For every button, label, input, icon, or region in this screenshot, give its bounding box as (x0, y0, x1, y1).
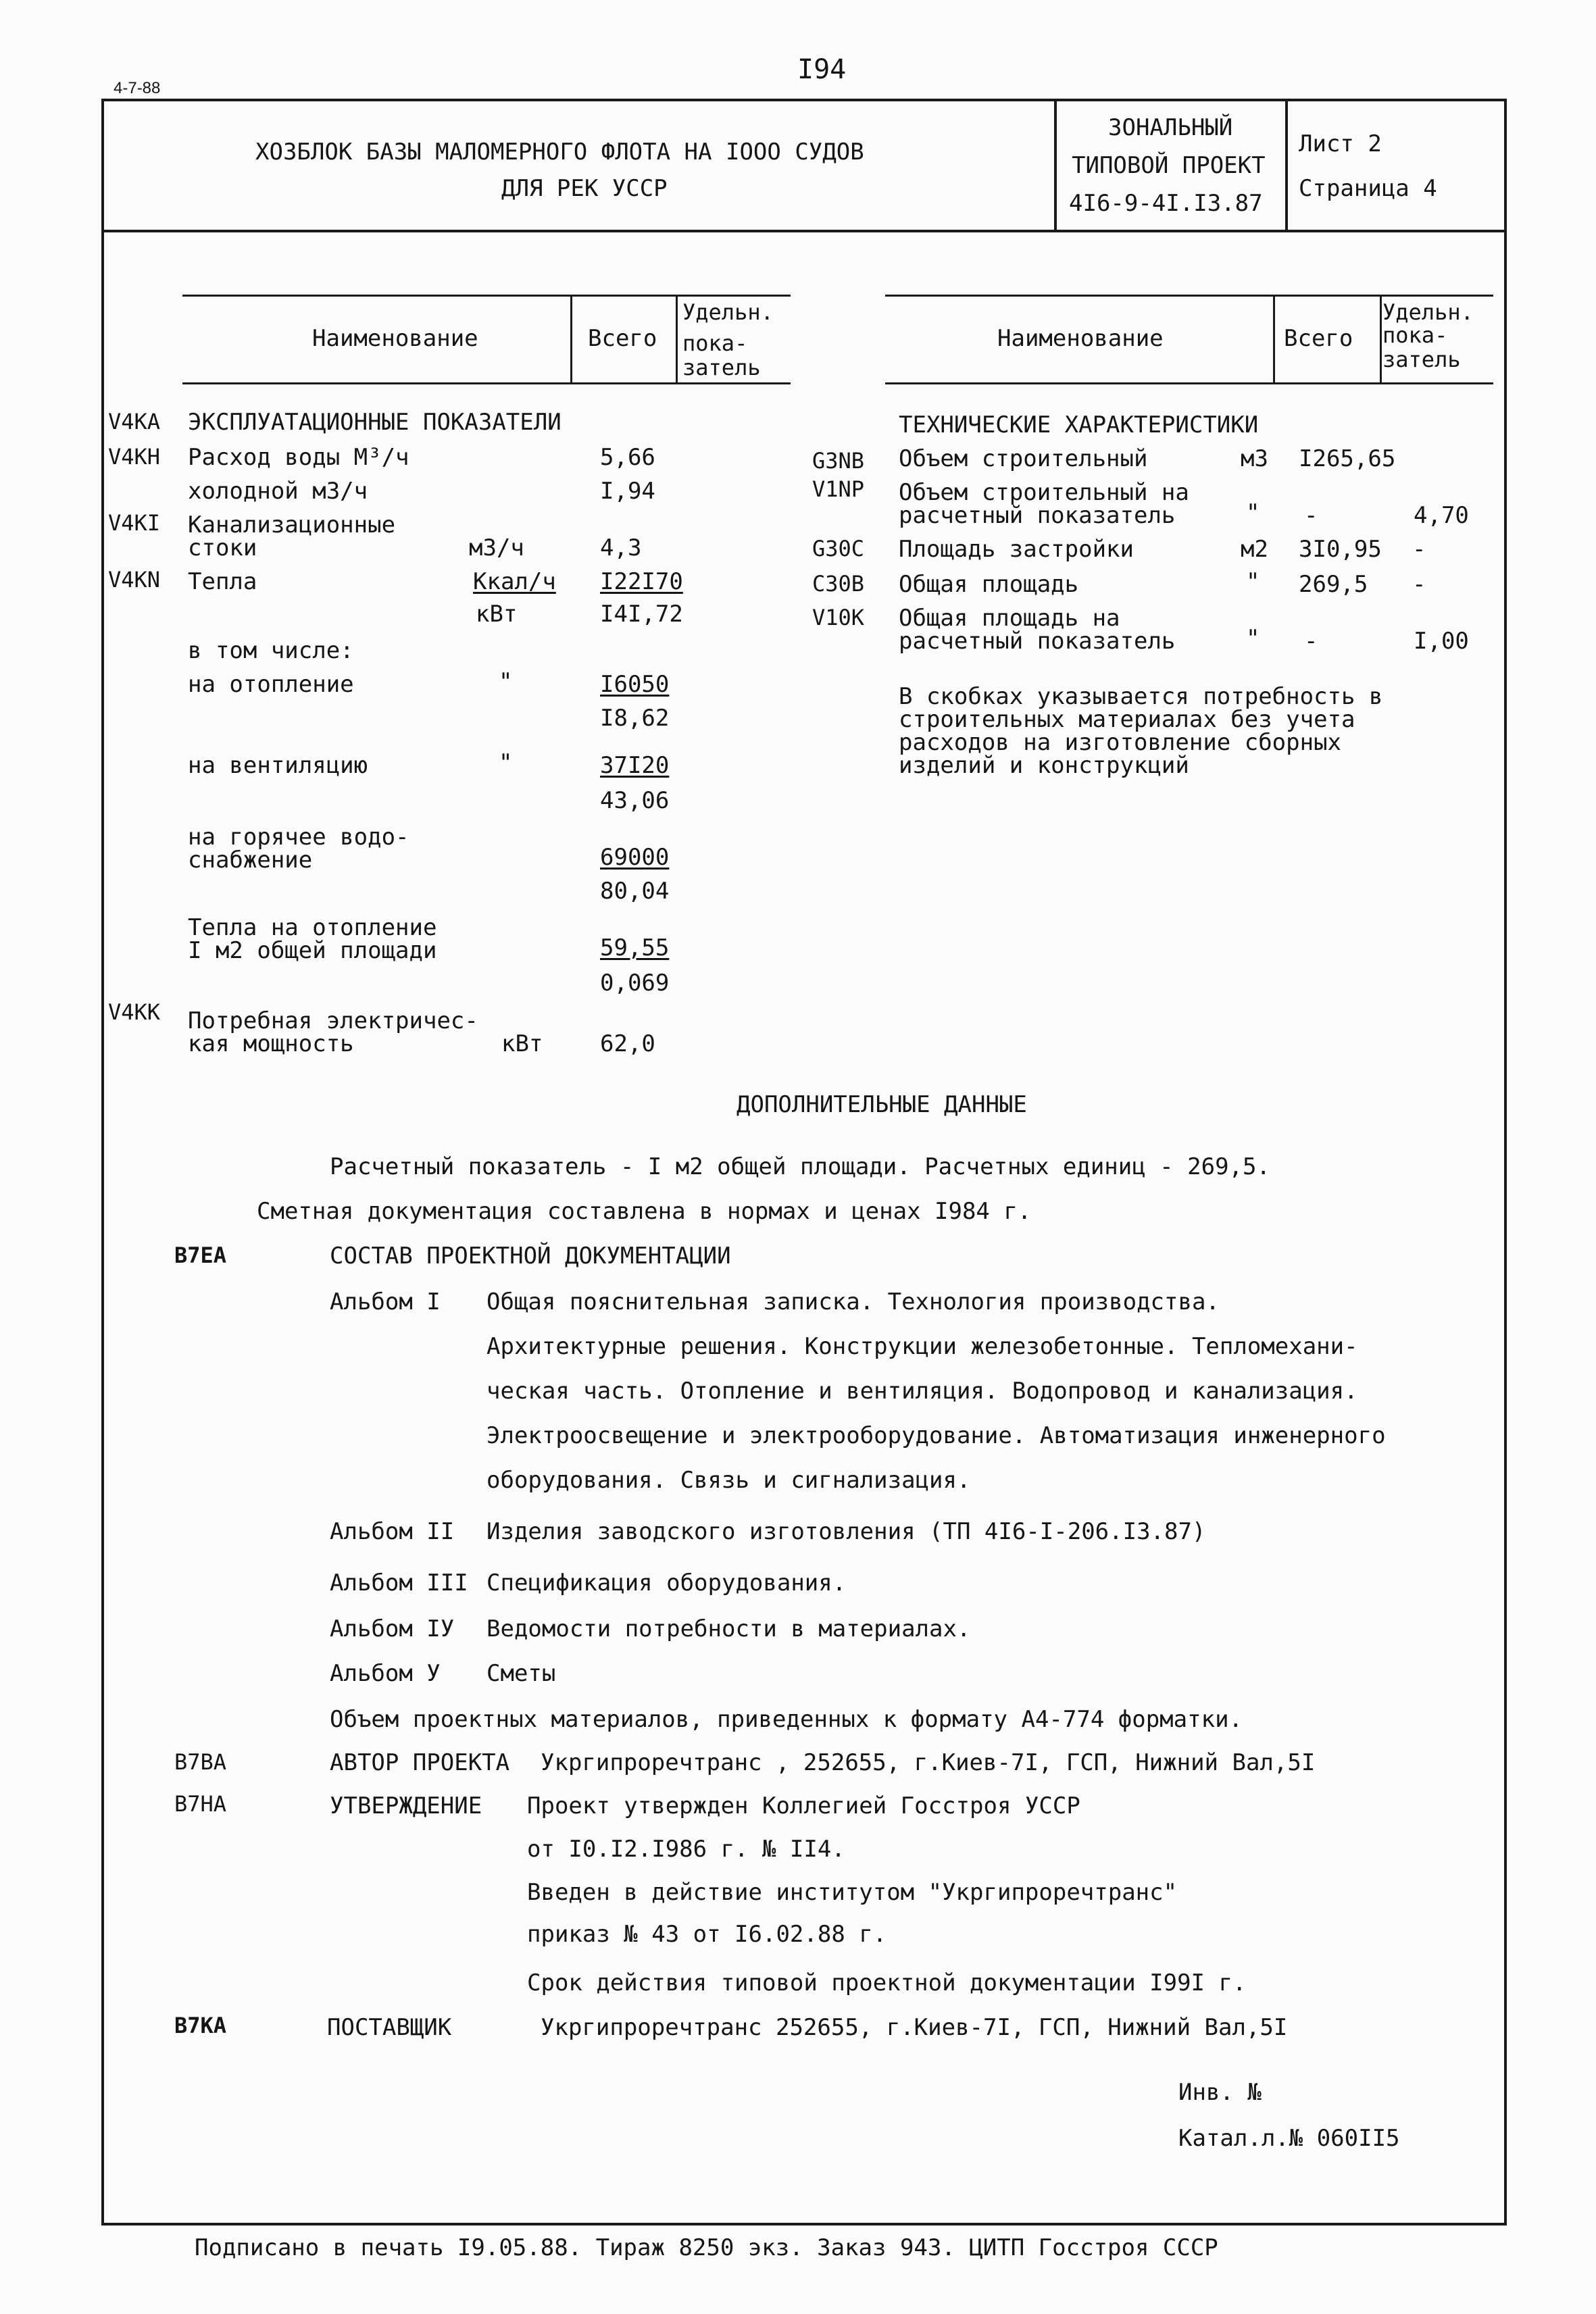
project-type-2: ТИПОВОЙ ПРОЕКТ (1072, 152, 1266, 179)
left-col-total: Всего (588, 325, 657, 352)
row-name: Объем строительный на (899, 479, 1189, 506)
row-name: холодной м3/ч (188, 478, 368, 505)
album-line: Изделия заводского изготовления (ТП 4I6-I-206.I3.87) (487, 1518, 1206, 1545)
row-unit: " (1246, 568, 1260, 595)
row-name: на отопление (188, 671, 354, 698)
right-col-name: Наименование (997, 325, 1164, 352)
row-value: - (1304, 502, 1318, 529)
note-line: изделий и конструкций (899, 752, 1189, 779)
row-value-2: 80,04 (600, 878, 670, 905)
album-line: оборудования. Связь и сигнализация. (487, 1467, 971, 1494)
note-line: строительных материалах без учета (899, 706, 1355, 733)
row-code: V4KH (108, 444, 161, 470)
row-name: снабжение (188, 847, 313, 874)
right-col-spec-3: затель (1382, 347, 1461, 372)
row-value-2: I4I,72 (600, 601, 683, 628)
row-unit: кВт (501, 1030, 543, 1057)
row-value: 3I0,95 (1299, 536, 1382, 563)
author-text: Укргипроречтранс , 252655, г.Киев-7I, ГСП, Нижний Вал,5I (541, 1749, 1316, 1776)
album-line: Сметы (487, 1660, 556, 1687)
composition-title: СОСТАВ ПРОЕКТНОЙ ДОКУМЕНТАЦИИ (330, 1242, 731, 1269)
row-unit: " (1246, 499, 1260, 526)
imprint-footer: Подписано в печать I9.05.88. Тираж 8250 экз. Заказ 943. ЦИТП Госстроя СССР (195, 2234, 1218, 2261)
row-name: кая мощность (188, 1030, 354, 1057)
row-name: Объем строительный (899, 445, 1148, 472)
row-code: V4KA (108, 409, 161, 434)
row-name: Потребная электричес- (188, 1007, 478, 1034)
row-unit: м3/ч (469, 534, 524, 561)
album-label: Альбом III (330, 1569, 468, 1596)
row-value-2: 43,06 (600, 787, 670, 814)
row-name: Площадь застройки (899, 536, 1134, 563)
row-value: 59,55 (600, 934, 670, 961)
note-line: В скобках указывается потребность в (899, 683, 1383, 710)
row-spec: - (1412, 536, 1426, 563)
row-value: 4,3 (600, 534, 642, 561)
supplier-label: ПОСТАВЩИК (327, 2014, 452, 2041)
row-name: в том числе: (188, 637, 354, 664)
row-unit: м2 (1241, 536, 1268, 563)
row-value: I,94 (600, 478, 655, 505)
document-subtitle: ДЛЯ РЕК УССР (501, 175, 668, 202)
approval-code: B7HA (174, 1791, 227, 1817)
row-value: 5,66 (600, 444, 655, 471)
supplier-code: B7KA (174, 2013, 227, 2038)
album-line: Ведомости потребности в материалах. (487, 1615, 971, 1642)
approval-line: от I0.I2.I986 г. № II4. (527, 1836, 845, 1863)
approval-line: приказ № 43 от I6.02.88 г. (527, 1921, 887, 1948)
catalog-number: Катал.л.№ 060II5 (1178, 2125, 1400, 2152)
author-code: B7BA (174, 1749, 227, 1775)
left-col-spec-1: Удельн. (682, 299, 774, 325)
row-unit-2: кВт (476, 601, 518, 628)
album-line: ческая часть. Отопление и вентиляция. Водопровод и канализация. (487, 1378, 1358, 1405)
row-code: G3NB (812, 448, 865, 474)
row-spec: I,00 (1414, 628, 1469, 655)
row-value: 69000 (600, 844, 670, 871)
left-col-spec-2: пока- (682, 330, 748, 356)
row-name: Канализационные (188, 511, 396, 538)
sheet-number: Лист 2 (1299, 130, 1382, 157)
row-value: 269,5 (1299, 571, 1368, 598)
row-spec: - (1412, 571, 1426, 598)
date-mark: 4-7-88 (114, 79, 161, 97)
row-code: V4KN (108, 567, 161, 593)
composition-code: B7EA (174, 1242, 227, 1268)
row-code: V1NP (812, 476, 865, 502)
row-name: стоки (188, 534, 257, 561)
section-heading: ТЕХНИЧЕСКИЕ ХАРАКТЕРИСТИКИ (899, 411, 1259, 438)
left-col-name: Наименование (312, 325, 478, 352)
estimate-line: Сметная документация составлена в нормах и ценах I984 г. (257, 1198, 1032, 1225)
author-label: АВТОР ПРОЕКТА (330, 1749, 510, 1776)
row-code: C30B (812, 571, 865, 597)
row-value: I265,65 (1299, 445, 1396, 472)
album-label: Альбом II (330, 1518, 455, 1545)
row-code: V4KK (108, 999, 161, 1025)
inventory-label: Инв. № (1178, 2079, 1262, 2106)
row-unit: " (499, 749, 513, 776)
left-col-spec-3: затель (682, 355, 761, 380)
row-value: 37I20 (600, 752, 670, 779)
album-line: Общая пояснительная записка. Технология производства. (487, 1288, 1220, 1315)
right-col-total: Всего (1284, 325, 1353, 352)
supplier-text: Укргипроречтранс 252655, г.Киев-7I, ГСП, Нижний Вал,5I (541, 2014, 1288, 2041)
design-indicator-line: Расчетный показатель - I м2 общей площади. Расчетных единиц - 269,5. (330, 1153, 1270, 1180)
row-name: расчетный показатель (899, 502, 1176, 529)
row-code: V4KI (108, 510, 161, 536)
row-value: I6050 (600, 671, 670, 698)
right-col-spec-2: пока- (1382, 322, 1448, 348)
row-unit: " (1246, 625, 1260, 652)
additional-title: ДОПОЛНИТЕЛЬНЫЕ ДАННЫЕ (737, 1091, 1027, 1118)
right-col-spec-1: Удельн. (1382, 299, 1474, 325)
project-number: 4I6-9-4I.I3.87 (1069, 190, 1263, 217)
note-line: расходов на изготовление сборных (899, 729, 1342, 756)
project-type-1: ЗОНАЛЬНЫЙ (1108, 114, 1233, 141)
row-name: Тепла на отопление (188, 914, 437, 941)
album-label: Альбом I (330, 1288, 441, 1315)
row-name: на вентиляцию (188, 752, 368, 779)
row-unit: " (499, 668, 513, 695)
album-line: Архитектурные решения. Конструкции железобетонные. Тепломехани- (487, 1333, 1358, 1360)
row-name: Общая площадь на (899, 605, 1120, 632)
row-name: Расход воды М³/ч (188, 444, 409, 471)
album-label: Альбом У (330, 1660, 441, 1687)
row-unit: м3 (1241, 445, 1268, 472)
approval-line: Проект утвержден Коллегией Госстроя УССР (527, 1792, 1080, 1819)
row-value: 62,0 (600, 1030, 655, 1057)
document-title: ХОЗБЛОК БАЗЫ МАЛОМЕРНОГО ФЛОТА НА IOOO СУДОВ (255, 139, 864, 166)
row-name: расчетный показатель (899, 628, 1176, 655)
album-label: Альбом IУ (330, 1615, 455, 1642)
volume-line: Объем проектных материалов, приведенных к формату А4-774 форматки. (330, 1706, 1243, 1733)
approval-line: Срок действия типовой проектной документации I99I г. (527, 1969, 1247, 1996)
row-code: G30C (812, 536, 865, 561)
row-spec: 4,70 (1414, 502, 1469, 529)
approval-line: Введен в действие институтом "Укргипроречтранс" (527, 1879, 1178, 1906)
row-value-2: I8,62 (600, 705, 670, 732)
page-label: Страница 4 (1299, 175, 1437, 202)
album-line: Электроосвещение и электрооборудование. Автоматизация инженерного (487, 1422, 1386, 1449)
album-line: Спецификация оборудования. (487, 1569, 847, 1596)
approval-label: УТВЕРЖДЕНИЕ (330, 1792, 482, 1819)
row-value: I22I70 (600, 568, 683, 595)
row-name: на горячее водо- (188, 824, 409, 851)
section-heading: ЭКСПЛУАТАЦИОННЫЕ ПОКАЗАТЕЛИ (188, 409, 562, 436)
page-number: I94 (797, 54, 847, 85)
row-name: Общая площадь (899, 571, 1079, 598)
row-unit: Ккал/ч (473, 568, 556, 595)
row-value-2: 0,069 (600, 970, 670, 997)
row-name: Тепла (188, 568, 257, 595)
row-value: - (1304, 628, 1318, 655)
row-code: V10K (812, 605, 865, 630)
row-name: I м2 общей площади (188, 937, 437, 964)
